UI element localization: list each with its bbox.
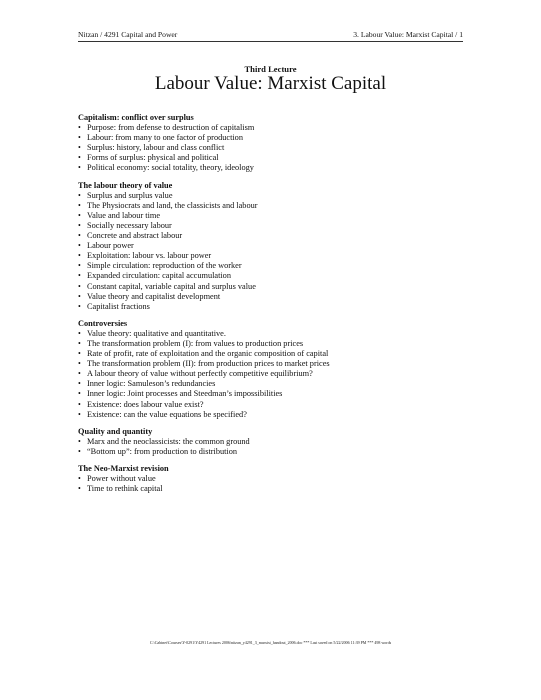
list-item-text: Exploitation: labour vs. labour power xyxy=(87,251,212,261)
section-title: The Neo-Marxist revision xyxy=(78,464,169,473)
list-item xyxy=(78,302,478,312)
list-item-text: Power without value xyxy=(87,474,156,484)
lecture-title: Labour Value: Marxist Capital xyxy=(154,73,387,94)
list-item-text: The Physiocrats and land, the classicists and labour xyxy=(87,200,258,210)
list-item xyxy=(78,261,478,271)
list-item-text: Labour: from many to one factor of production xyxy=(87,133,243,143)
section-title: Controversies xyxy=(78,318,128,328)
list-item-text: Political economy: social totality, theory, ideology xyxy=(87,163,254,173)
bullet-icon: • xyxy=(78,231,81,241)
bullet-icon: • xyxy=(78,143,81,153)
list-item xyxy=(78,211,478,221)
bullet-icon: • xyxy=(78,190,81,200)
list-item-text: Marx and the neoclassicists: the common ground xyxy=(87,436,250,446)
bullet-icon: • xyxy=(78,153,81,163)
bullet-icon: • xyxy=(78,399,81,409)
section-title: Capitalism: conflict over surplus xyxy=(78,113,194,122)
bullet-icon: • xyxy=(78,338,81,348)
list-item-text: Surplus: history, labour and class conflict xyxy=(87,143,225,153)
bullet-icon: • xyxy=(78,369,81,379)
list-item-text: The transformation problem (II): from production prices to market prices xyxy=(87,359,330,369)
list-item-text: Purpose: from defense to destruction of capitalism xyxy=(87,123,255,133)
outline-section xyxy=(78,113,478,174)
list-item-text: Inner logic: Joint processes and Steedman’s impossibilities xyxy=(87,389,283,399)
list-item xyxy=(78,282,478,292)
list-item xyxy=(78,369,478,379)
list-item xyxy=(78,153,478,163)
list-item xyxy=(78,329,478,339)
bullet-icon: • xyxy=(78,484,81,494)
bullet-icon: • xyxy=(78,251,81,261)
list-item xyxy=(78,484,478,494)
list-item-text: Labour power xyxy=(87,241,134,251)
list-item-text: Simple circulation: reproduction of the worker xyxy=(87,261,242,271)
bullet-icon: • xyxy=(78,389,81,399)
list-item xyxy=(78,447,478,457)
list-item xyxy=(78,201,478,211)
bullet-icon: • xyxy=(78,328,81,338)
list-item xyxy=(78,339,478,349)
list-item xyxy=(78,359,478,369)
list-item-text: Inner logic: Samuleson’s redundancies xyxy=(87,379,216,389)
bullet-icon: • xyxy=(78,261,81,271)
bullet-icon: • xyxy=(78,163,81,173)
list-item-text: Concrete and abstract labour xyxy=(87,231,183,241)
bullet-icon: • xyxy=(78,200,81,210)
list-item xyxy=(78,474,478,484)
page-header xyxy=(78,30,463,42)
list-item xyxy=(78,123,478,133)
list-item-text: Socially necessary labour xyxy=(87,220,172,230)
list-item xyxy=(78,143,478,153)
header-page-ref: 3. Labour Value: Marxist Capital / 1 xyxy=(353,30,463,39)
list-item xyxy=(78,271,478,281)
list-item xyxy=(78,389,478,399)
bullet-icon: • xyxy=(78,379,81,389)
list-item xyxy=(78,410,478,420)
lecture-label: Third Lecture xyxy=(244,64,297,74)
bullet-icon: • xyxy=(78,220,81,230)
list-item xyxy=(78,231,478,241)
list-item xyxy=(78,241,478,251)
list-item-text: Value theory: qualitative and quantitative. xyxy=(87,328,226,338)
bullet-icon: • xyxy=(78,446,81,456)
list-item-text: Forms of surplus: physical and political xyxy=(87,153,219,163)
bullet-icon: • xyxy=(78,436,81,446)
bullet-icon: • xyxy=(78,359,81,369)
outline-section xyxy=(78,427,478,457)
list-item-text: Expanded circulation: capital accumulation xyxy=(87,271,231,281)
file-path-footer: C:\Cabinet\Courses\Y-0291\Y4291 Lectures 2006\nitzan_y4291_3_marxist_handout_2006.doc *** Last saved on 5/22/2006 11:39 PM *** 498 words xyxy=(149,640,392,645)
list-item xyxy=(78,221,478,231)
list-item-text: Constant capital, variable capital and surplus value xyxy=(87,281,256,291)
list-item-text: Existence: does labour value exist? xyxy=(87,399,204,409)
list-item-text: Value theory and capitalist development xyxy=(87,291,221,301)
list-item xyxy=(78,163,478,173)
outline-section xyxy=(78,319,478,420)
list-item-text: Capitalist fractions xyxy=(87,301,150,311)
bullet-icon: • xyxy=(78,241,81,251)
list-item xyxy=(78,191,478,201)
bullet-icon: • xyxy=(78,133,81,143)
section-title: Quality and quantity xyxy=(78,426,153,436)
bullet-icon: • xyxy=(78,123,81,133)
list-item-text: “Bottom up”: from production to distribution xyxy=(87,446,238,456)
list-item-text: Surplus and surplus value xyxy=(87,190,173,200)
list-item xyxy=(78,379,478,389)
list-item-text: Rate of profit, rate of exploitation and the organic composition of capital xyxy=(87,349,329,359)
bullet-icon: • xyxy=(78,409,81,419)
list-item-text: Time to rethink capital xyxy=(87,484,163,494)
outline-section xyxy=(78,181,478,312)
list-item xyxy=(78,133,478,143)
bullet-icon: • xyxy=(78,291,81,301)
header-course: Nitzan / 4291 Capital and Power xyxy=(78,30,178,39)
list-item xyxy=(78,292,478,302)
list-item-text: Existence: can the value equations be specified? xyxy=(87,409,247,419)
list-item xyxy=(78,251,478,261)
bullet-icon: • xyxy=(78,474,81,484)
list-item xyxy=(78,400,478,410)
list-item xyxy=(78,437,478,447)
outline-section xyxy=(78,464,478,494)
list-item xyxy=(78,349,478,359)
bullet-icon: • xyxy=(78,271,81,281)
bullet-icon: • xyxy=(78,210,81,220)
bullet-icon: • xyxy=(78,349,81,359)
bullet-icon: • xyxy=(78,281,81,291)
list-item-text: A labour theory of value without perfectly competitive equilibrium? xyxy=(87,369,313,379)
bullet-icon: • xyxy=(78,301,81,311)
section-title: The labour theory of value xyxy=(78,180,173,190)
lecture-outline xyxy=(78,113,478,501)
list-item-text: The transformation problem (I): from values to production prices xyxy=(87,338,304,348)
list-item-text: Value and labour time xyxy=(87,210,161,220)
